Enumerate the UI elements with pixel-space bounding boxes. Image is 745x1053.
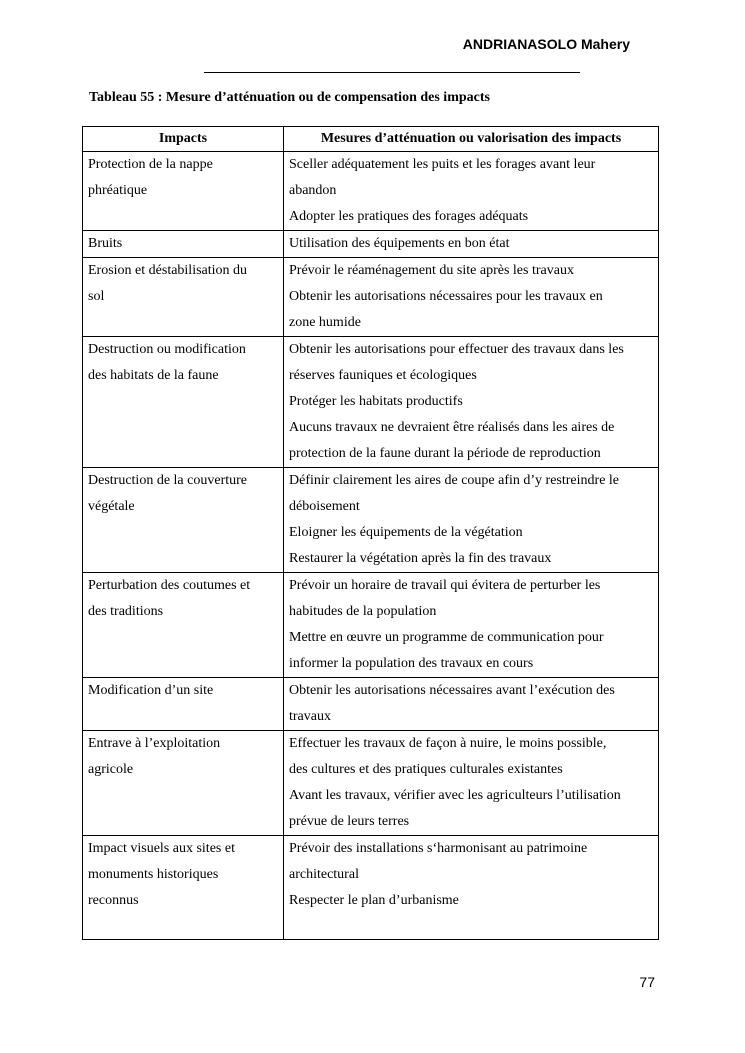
impact-text: Erosion et déstabilisation du (88, 263, 248, 278)
impact-cell (83, 152, 284, 231)
impact-cell (83, 678, 284, 731)
impact-text: reconnus (88, 893, 139, 908)
table-row (83, 678, 659, 731)
measure-text: Obtenir les autorisations nécessaires pour les travaux en (289, 289, 603, 304)
impact-text: végétale (88, 499, 135, 514)
impact-text: phréatique (88, 183, 148, 198)
measure-text: Respecter le plan d’urbanisme (289, 893, 459, 908)
column-header-impacts: Impacts (83, 127, 284, 152)
measures-cell (284, 231, 659, 258)
header-author: ANDRIANASOLO Mahery (462, 36, 630, 52)
measure-text: réserves fauniques et écologiques (289, 368, 477, 383)
table-row (83, 573, 659, 678)
measure-text: Effectuer les travaux de façon à nuire, le moins possible, (289, 736, 607, 751)
measures-cell (284, 836, 659, 940)
column-header-measures: Mesures d’atténuation ou valorisation des impacts (284, 127, 659, 152)
measures-cell (284, 678, 659, 731)
measures-cell (284, 337, 659, 468)
measure-text: Restaurer la végétation après la fin des travaux (289, 551, 552, 566)
measure-text: des cultures et des pratiques culturales existantes (289, 762, 563, 777)
impact-cell (83, 337, 284, 468)
table-title: Tableau 55 : Mesure d’atténuation ou de compensation des impacts (89, 90, 490, 105)
table-row (83, 468, 659, 573)
measures-cell (284, 152, 659, 231)
impact-cell (83, 573, 284, 678)
measure-text: Protéger les habitats productifs (289, 394, 463, 409)
impacts-table (82, 126, 659, 940)
measure-text: Sceller adéquatement les puits et les forages avant leur (289, 157, 596, 172)
impact-text: des traditions (88, 604, 164, 619)
measure-text: Prévoir le réaménagement du site après les travaux (289, 263, 574, 278)
table-body (83, 152, 659, 940)
measure-text: Obtenir les autorisations pour effectuer des travaux dans les (289, 342, 624, 357)
table-row (83, 258, 659, 337)
table-row (83, 836, 659, 940)
impact-text: des habitats de la faune (88, 368, 219, 383)
impact-text: Impact visuels aux sites et (88, 841, 235, 856)
measures-cell (284, 573, 659, 678)
impact-text: Destruction de la couverture (88, 473, 247, 488)
measure-text: informer la population des travaux en cours (289, 656, 534, 671)
table-row (83, 731, 659, 836)
measure-text: zone humide (289, 315, 361, 330)
table-row (83, 337, 659, 468)
measure-text: Mettre en œuvre un programme de communication pour (289, 630, 604, 645)
measure-text: Adopter les pratiques des forages adéquats (289, 209, 529, 224)
impact-text: Destruction ou modification (88, 342, 246, 357)
measure-text: architectural (289, 867, 359, 882)
measure-text: Prévoir un horaire de travail qui évitera de perturber les (289, 578, 601, 593)
measure-text: protection de la faune durant la période de reproduction (289, 446, 601, 461)
impact-cell (83, 231, 284, 258)
table-header-row (83, 127, 659, 152)
measures-cell (284, 731, 659, 836)
impact-cell (83, 468, 284, 573)
measure-text: habitudes de la population (289, 604, 437, 619)
impact-cell (83, 836, 284, 940)
measure-text: Aucuns travaux ne devraient être réalisés dans les aires de (289, 420, 615, 435)
measure-text: prévue de leurs terres (289, 814, 410, 829)
impact-text: sol (88, 289, 105, 304)
measure-text: déboisement (289, 499, 360, 514)
table-row (83, 152, 659, 231)
measure-text: travaux (289, 709, 331, 724)
measure-text: Utilisation des équipements en bon état (289, 236, 510, 251)
impact-cell (83, 731, 284, 836)
impact-text: Entrave à l’exploitation (88, 736, 221, 751)
impact-text: Perturbation des coutumes et (88, 578, 251, 593)
measure-text: Avant les travaux, vérifier avec les agriculteurs l’utilisation (289, 788, 621, 803)
header-divider (204, 72, 580, 73)
impact-text: Protection de la nappe (88, 157, 213, 172)
page-number: 77 (639, 974, 655, 990)
measure-text: abandon (289, 183, 337, 198)
measure-text: Eloigner les équipements de la végétation (289, 525, 523, 540)
measures-cell (284, 258, 659, 337)
measure-text: Prévoir des installations s‘harmonisant au patrimoine (289, 841, 588, 856)
measure-text: Obtenir les autorisations nécessaires avant l’exécution des (289, 683, 615, 698)
impact-cell (83, 258, 284, 337)
impact-text: Modification d’un site (88, 683, 214, 698)
impact-text: Bruits (88, 236, 123, 251)
measure-text: Définir clairement les aires de coupe afin d’y restreindre le (289, 473, 620, 488)
impact-text: monuments historiques (88, 867, 219, 882)
measures-cell (284, 468, 659, 573)
impact-text: agricole (88, 762, 134, 777)
table-row (83, 231, 659, 258)
